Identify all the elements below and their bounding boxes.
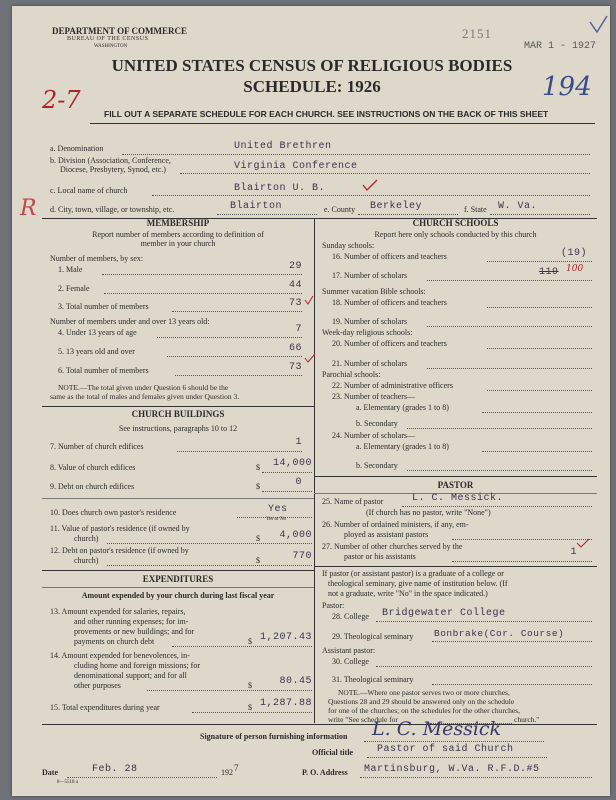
form-number: 8—5518 a bbox=[57, 780, 78, 785]
q11-label-1: 11. Value of pastor's residence (if owned by bbox=[50, 524, 190, 533]
signature-value: L. C. Messick bbox=[372, 718, 502, 740]
q2-label: 2. Female bbox=[58, 284, 90, 293]
dollar-sign: $ bbox=[248, 637, 252, 646]
received-date-stamp: MAR 1 - 1927 bbox=[524, 41, 597, 52]
q25-hint: (If church has no pastor, write "None") bbox=[366, 508, 491, 517]
dollar-sign: $ bbox=[256, 482, 260, 491]
education-note-3: not a graduate, write "No" in the space indicated.) bbox=[328, 589, 488, 598]
denomination-label: a. Denomination bbox=[50, 144, 104, 153]
q18-label: 18. Number of officers and teachers bbox=[332, 298, 447, 307]
q10-hint: Yes or No bbox=[266, 517, 287, 522]
q27-value: 1 bbox=[570, 547, 577, 558]
q28-label: 28. College bbox=[332, 612, 369, 621]
q23-label: 23. Number of teachers— bbox=[332, 392, 416, 401]
q12-label-2: church) bbox=[74, 556, 99, 565]
pastor-note-4: write "See schedule for bbox=[328, 715, 398, 724]
city-town-value: Blairton bbox=[230, 201, 283, 212]
q23b-label: b. Secondary bbox=[356, 419, 398, 428]
q3-value: 73 bbox=[288, 298, 302, 309]
pastor-heading: PASTOR bbox=[437, 480, 474, 490]
q30-label: 30. College bbox=[332, 657, 369, 666]
parochial-schools-label: Parochial schools: bbox=[322, 370, 381, 379]
q9-value: 0 bbox=[295, 477, 302, 488]
date-value: Feb. 28 bbox=[92, 764, 138, 775]
city-label: WASHINGTON bbox=[94, 44, 128, 49]
po-address-value: Martinsburg, W.Va. R.F.D.#5 bbox=[364, 764, 540, 775]
dollar-sign: $ bbox=[256, 556, 260, 565]
local-name-value: Blairton U. B. bbox=[234, 183, 326, 194]
checkmark-icon bbox=[576, 535, 590, 553]
pastor-note-5: church." bbox=[514, 715, 540, 724]
census-form-sheet bbox=[12, 6, 610, 796]
summer-schools-label: Summer vacation Bible schools: bbox=[322, 287, 426, 296]
q31-label: 31. Theological seminary bbox=[332, 675, 414, 684]
q8-value: 14,000 bbox=[272, 458, 312, 469]
q20-label: 20. Number of officers and teachers bbox=[332, 339, 447, 348]
q24-label: 24. Number of scholars— bbox=[332, 431, 416, 440]
membership-note-2: same as the total of males and females given under Question 3. bbox=[50, 392, 240, 401]
q8-label: 8. Value of church edifices bbox=[50, 463, 136, 472]
buildings-sub: See instructions, paragraphs 10 to 12 bbox=[118, 424, 238, 433]
q5-value: 66 bbox=[288, 343, 302, 354]
membership-note-1: NOTE.—The total given under Question 6 should be the bbox=[58, 383, 229, 392]
stamp-number: 2151 bbox=[462, 26, 492, 41]
q4-label: 4. Under 13 years of age bbox=[58, 328, 137, 337]
expenditures-heading: EXPENDITURES bbox=[142, 574, 214, 584]
q2-value: 44 bbox=[288, 280, 302, 291]
q12-value: 770 bbox=[292, 551, 312, 562]
date-label: Date bbox=[42, 768, 58, 777]
q13-label-1: 13. Amount expended for salaries, repairs, bbox=[50, 607, 186, 616]
checkmark-icon bbox=[304, 292, 314, 310]
q4-value: 7 bbox=[295, 324, 302, 335]
seminary-value: Bonbrake(Cor. Course) bbox=[434, 628, 565, 639]
q14-label-4: other purposes bbox=[74, 681, 121, 690]
q27-label-1: 27. Number of other churches served by the bbox=[322, 542, 463, 551]
q15-value: 1,287.88 bbox=[259, 698, 312, 709]
q1-value: 29 bbox=[288, 261, 302, 272]
age-label: Number of members under and over 13 years old: bbox=[50, 317, 210, 326]
q29-label: 29. Theological seminary bbox=[332, 632, 414, 641]
dollar-sign: $ bbox=[248, 681, 252, 690]
q17-label: 17. Number of scholars bbox=[332, 271, 408, 280]
membership-sub-2: member in your church bbox=[140, 239, 216, 248]
q7-label: 7. Number of church edifices bbox=[50, 442, 144, 451]
q24b-label: b. Secondary bbox=[356, 461, 398, 470]
q23a-label: a. Elementary (grades 1 to 8) bbox=[356, 403, 449, 412]
q10-value: Yes bbox=[268, 504, 288, 515]
separate-schedule-instruction: FILL OUT A SEPARATE SCHEDULE FOR EACH CHURCH. SEE INSTRUCTIONS ON THE BACK OF THIS SHEET bbox=[104, 109, 549, 119]
pastor-name-value: L. C. Messick. bbox=[412, 493, 504, 504]
schools-sub: Report here only schools conducted by this church bbox=[374, 230, 537, 239]
expenditures-sub: Amount expended by your church during last fiscal year bbox=[81, 591, 275, 600]
q16-label: 16. Number of officers and teachers bbox=[332, 252, 447, 261]
q14-label-3: denominational support; and for all bbox=[74, 671, 187, 680]
handwritten-code-right: 194 bbox=[542, 72, 592, 102]
city-town-label: d. City, town, village, or township, etc. bbox=[50, 205, 175, 214]
education-note-2: theological seminary, give name of institution below. (If bbox=[328, 579, 508, 588]
dollar-sign: $ bbox=[248, 703, 252, 712]
q11-value: 4,000 bbox=[279, 530, 312, 541]
q21-label: 21. Number of scholars bbox=[332, 359, 408, 368]
q5-label: 5. 13 years old and over bbox=[58, 347, 135, 356]
q1-label: 1. Male bbox=[58, 265, 83, 274]
weekday-schools-label: Week-day religious schools: bbox=[322, 328, 413, 337]
pastor-note-1: NOTE.—Where one pastor serves two or more churches, bbox=[338, 688, 510, 697]
buildings-heading: CHURCH BUILDINGS bbox=[131, 409, 225, 419]
pastor-sub-label: Pastor: bbox=[322, 601, 345, 610]
sunday-schools-label: Sunday schools: bbox=[322, 241, 375, 250]
schedule-title: SCHEDULE: 1926 bbox=[243, 77, 381, 96]
state-label: f. State bbox=[464, 205, 487, 214]
margin-mark: R bbox=[20, 196, 37, 221]
q24a-label: a. Elementary (grades 1 to 8) bbox=[356, 442, 449, 451]
state-value: W. Va. bbox=[498, 201, 538, 212]
q26-label-2: ployed as assistant pastors bbox=[344, 530, 429, 539]
signature-label: Signature of person furnishing information bbox=[200, 732, 348, 741]
bureau-label: BUREAU OF THE CENSUS bbox=[67, 36, 149, 42]
pastor-note-3: for one of the churches; on the schedules for the other churches, bbox=[328, 706, 521, 715]
membership-sub-1: Report number of members according to definition of bbox=[92, 230, 264, 239]
q13-label-3: provements or new buildings; and for bbox=[74, 627, 195, 636]
division-label-2: Diocese, Presbytery, Synod, etc.) bbox=[60, 165, 166, 174]
q17-value: 119 bbox=[539, 267, 559, 278]
form-title: UNITED STATES CENSUS OF RELIGIOUS BODIES bbox=[111, 56, 513, 75]
q16-value: (19) bbox=[560, 248, 587, 259]
pastor-note-2: Questions 28 and 29 should be answered only on the schedule bbox=[328, 697, 515, 706]
county-label: e. County bbox=[324, 205, 356, 214]
by-sex-label: Number of members, by sex: bbox=[50, 254, 144, 263]
division-label-1: b. Division (Association, Conference, bbox=[50, 156, 171, 165]
q13-label-4: payments on church debt bbox=[74, 637, 155, 646]
q14-label-1: 14. Amount expended for benevolences, in- bbox=[50, 651, 190, 660]
division-value: Virginia Conference bbox=[234, 161, 358, 172]
q7-value: 1 bbox=[295, 437, 302, 448]
q6-label: 6. Total number of members bbox=[58, 366, 149, 375]
q25-label: 25. Name of pastor bbox=[322, 497, 384, 506]
education-note-1: If pastor (or assistant pastor) is a graduate of a college or bbox=[322, 569, 504, 578]
year-label: 192 bbox=[221, 768, 233, 777]
official-title-value: Pastor of said Church bbox=[377, 744, 514, 755]
q12-label-1: 12. Debt on pastor's residence (if owned by bbox=[50, 546, 189, 555]
q13-label-2: and other running expenses; for im- bbox=[74, 617, 189, 626]
checkmark-icon bbox=[362, 178, 378, 196]
po-address-label: P. O. Address bbox=[302, 768, 348, 777]
q27-label-2: pastor or his assistants bbox=[344, 552, 416, 561]
handwritten-code-left: 2-7 bbox=[42, 86, 81, 114]
checkmark-icon bbox=[304, 350, 316, 368]
q14-label-2: cluding home and foreign missions; for bbox=[74, 661, 200, 670]
schools-heading: CHURCH SCHOOLS bbox=[412, 218, 499, 228]
q13-value: 1,207.43 bbox=[259, 632, 312, 643]
q11-label-2: church) bbox=[74, 534, 99, 543]
official-title-label: Official title bbox=[312, 748, 354, 757]
local-name-label: c. Local name of church bbox=[50, 186, 128, 195]
q14-value: 80.45 bbox=[279, 676, 312, 687]
q17-correction: 100 bbox=[566, 264, 584, 274]
dollar-sign: $ bbox=[256, 463, 260, 472]
q26-label-1: 26. Number of ordained ministers, if any, em- bbox=[322, 520, 469, 529]
county-value: Berkeley bbox=[370, 201, 423, 212]
q10-label: 10. Does church own pastor's residence bbox=[50, 508, 177, 517]
department-label: DEPARTMENT OF COMMERCE bbox=[52, 26, 188, 36]
checkmark-icon bbox=[587, 14, 609, 36]
q3-label: 3. Total number of members bbox=[58, 302, 149, 311]
q22-label: 22. Number of administrative officers bbox=[332, 381, 453, 390]
q9-label: 9. Debt on church edifices bbox=[50, 482, 135, 491]
year-handwritten: 7 bbox=[234, 763, 239, 773]
q19-label: 19. Number of scholars bbox=[332, 317, 408, 326]
q15-label: 15. Total expenditures during year bbox=[50, 703, 160, 712]
college-value: Bridgewater College bbox=[382, 608, 506, 619]
q6-value: 73 bbox=[288, 362, 302, 373]
denomination-value: United Brethren bbox=[234, 141, 332, 152]
membership-heading: MEMBERSHIP bbox=[146, 218, 210, 228]
assistant-pastor-label: Assistant pastor: bbox=[322, 646, 376, 655]
dollar-sign: $ bbox=[256, 534, 260, 543]
